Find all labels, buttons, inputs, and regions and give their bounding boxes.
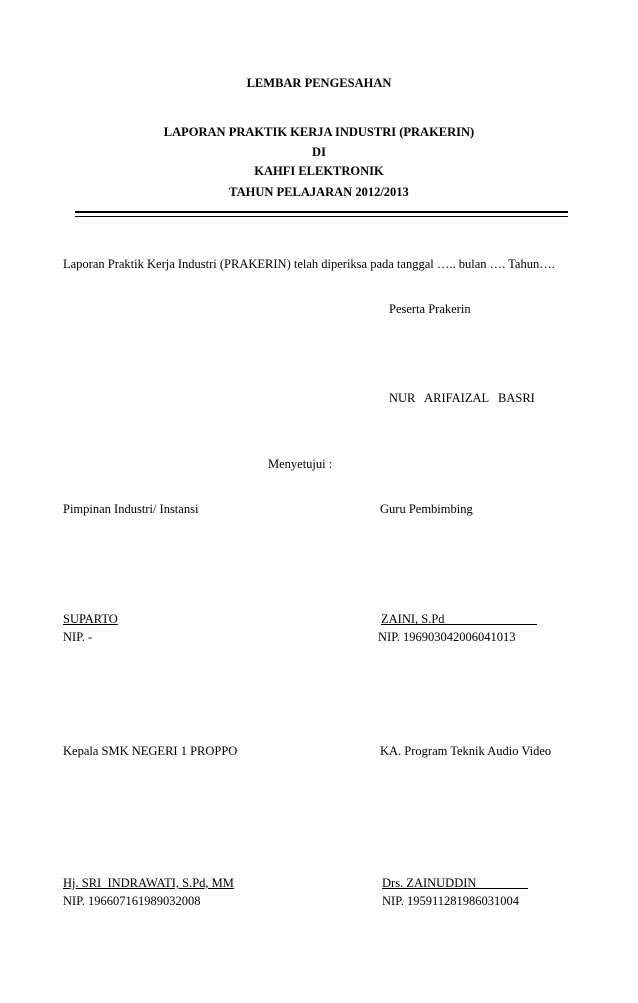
company-name: KAHFI ELEKTRONIK	[254, 164, 384, 178]
approval-label: Menyetujui :	[268, 457, 333, 471]
report-title-di: DI	[312, 145, 326, 159]
principal-name: Hj. SRI INDRAWATI, S.Pd, MM	[63, 876, 234, 890]
supervisor-role: Guru Pembimbing	[380, 502, 473, 516]
industry-role: Pimpinan Industri/ Instansi	[63, 502, 199, 516]
report-title: LAPORAN PRAKTIK KERJA INDUSTRI (PRAKERIN)	[163, 125, 475, 139]
header-divider-thin	[75, 216, 568, 217]
supervisor-signature-line	[381, 624, 537, 625]
program-head-name: Drs. ZAINUDDIN	[382, 876, 477, 890]
industry-name: SUPARTO	[63, 612, 118, 626]
supervisor-nip: NIP. 196903042006041013	[378, 630, 516, 644]
principal-role: Kepala SMK NEGERI 1 PROPPO	[63, 744, 238, 758]
statement-text: Laporan Praktik Kerja Industri (PRAKERIN) telah diperiksa pada tanggal ….. bulan …. Tahun….	[63, 257, 555, 271]
principal-nip: NIP. 196607161989032008	[63, 894, 201, 908]
program-head-signature-line	[382, 888, 528, 889]
peserta-role: Peserta Prakerin	[389, 302, 471, 316]
industry-nip: NIP. -	[63, 630, 93, 644]
academic-year: TAHUN PELAJARAN 2012/2013	[229, 185, 409, 199]
supervisor-name: ZAINI, S.Pd	[381, 612, 445, 626]
program-head-nip: NIP. 195911281986031004	[382, 894, 520, 908]
program-head-role: KA. Program Teknik Audio Video	[380, 744, 552, 758]
document-title: LEMBAR PENGESAHAN	[246, 76, 392, 90]
peserta-name: NUR ARIFAIZAL BASRI	[389, 391, 535, 405]
header-divider-thick	[75, 211, 568, 213]
